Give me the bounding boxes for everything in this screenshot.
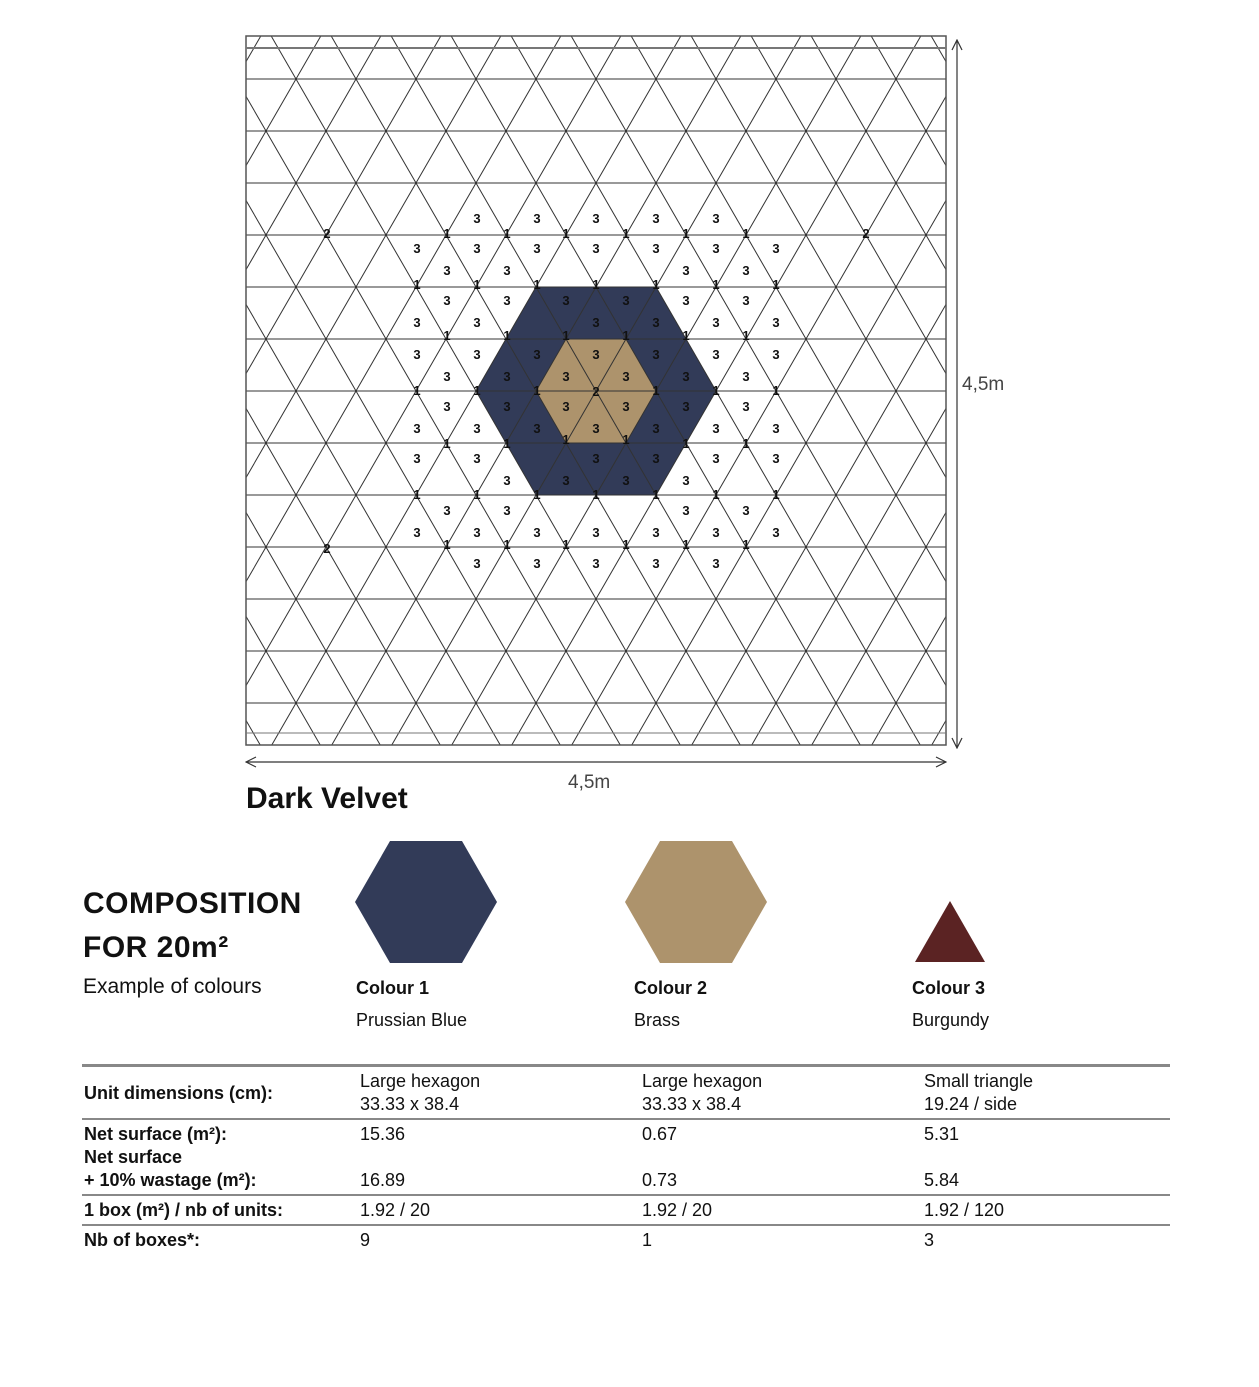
tile-label-3: 3 (712, 211, 720, 226)
net-surface-value: 0.67 (642, 1124, 678, 1144)
tile-label-1: 1 (592, 487, 600, 502)
hexagon-icon (354, 840, 498, 964)
tile-label-3: 3 (682, 263, 690, 278)
grid-line (991, 36, 1259, 745)
tile-label-3: 3 (413, 347, 421, 362)
tile-label-3: 3 (503, 263, 511, 278)
tile-label-3: 3 (772, 347, 780, 362)
wastage-label-line1: Net surface (84, 1147, 183, 1167)
tile-label-3: 3 (473, 451, 481, 466)
grid-line (0, 36, 20, 745)
tile-label-3: 3 (503, 369, 511, 384)
composition-title-line1: COMPOSITION (83, 887, 302, 920)
table-row (82, 1195, 1170, 1225)
tile-label-3: 3 (533, 347, 541, 362)
triangle-grid (0, 36, 1259, 745)
colour1-name: Prussian Blue (356, 1010, 468, 1030)
tile-label-3: 3 (652, 241, 660, 256)
tile-label-3: 3 (473, 315, 481, 330)
grid-line (1051, 36, 1259, 745)
tile-label-1: 1 (772, 383, 780, 398)
tile-label-1: 1 (413, 383, 421, 398)
tile-label-1: 1 (622, 328, 630, 343)
tile-label-1: 1 (622, 537, 630, 552)
tile-label-3: 3 (742, 399, 750, 414)
tile-label-1: 1 (562, 328, 570, 343)
tile-label-3: 3 (562, 293, 570, 308)
tile-label-2: 2 (323, 226, 331, 241)
tile-label-1: 1 (742, 226, 750, 241)
tile-label-3: 3 (533, 525, 541, 540)
tile-label-1: 1 (473, 487, 481, 502)
tile-label-1: 1 (592, 277, 600, 292)
tile-label-3: 3 (712, 241, 720, 256)
tile-label-3: 3 (742, 369, 750, 384)
tile-label-1: 1 (503, 226, 511, 241)
tile-label-3: 3 (712, 421, 720, 436)
tile-label-1: 1 (712, 383, 720, 398)
tile-label-3: 3 (742, 503, 750, 518)
colour1-heading: Colour 1 (356, 978, 430, 998)
tile-label-3: 3 (712, 556, 720, 571)
wastage-label-line2: + 10% wastage (m²): (84, 1170, 257, 1190)
tile-label-2: 2 (592, 384, 600, 399)
tile-label-3: 3 (443, 399, 451, 414)
table-row (82, 1119, 1170, 1195)
tile-label-3: 3 (652, 451, 660, 466)
grid-line (1111, 36, 1259, 745)
tile-label-3: 3 (562, 399, 570, 414)
tile-label-3: 3 (592, 241, 600, 256)
tile-label-3: 3 (533, 211, 541, 226)
table-cell: 1.92 / 120 (924, 1200, 1005, 1220)
tile-label-3: 3 (712, 347, 720, 362)
tile-label-1: 1 (473, 277, 481, 292)
tile-label-3: 3 (592, 211, 600, 226)
tile-label-3: 3 (652, 556, 660, 571)
composition-title-line2: FOR 20m² (83, 931, 229, 964)
width-label: 4,5m (568, 772, 611, 793)
grid-line (0, 36, 201, 745)
tile-label-3: 3 (772, 451, 780, 466)
tile-label-3: 3 (443, 263, 451, 278)
tile-label-1: 1 (772, 277, 780, 292)
tile-label-3: 3 (742, 293, 750, 308)
tile-label-3: 3 (712, 315, 720, 330)
table-cell: 9 (360, 1230, 371, 1250)
table-cell (640, 1119, 922, 1195)
cell-line: 33.33 x 38.4 (360, 1094, 460, 1114)
tile-label-3: 3 (622, 293, 630, 308)
grid-line (1232, 36, 1259, 745)
tile-label-3: 3 (503, 293, 511, 308)
triangle-icon (914, 900, 986, 964)
grid-line (1172, 36, 1259, 745)
composition-subtitle: Example of colours (83, 975, 262, 998)
table-cell (922, 1066, 1170, 1120)
tile-label-3: 3 (413, 421, 421, 436)
table-row (82, 1066, 1170, 1120)
wastage-value: 0.73 (642, 1170, 678, 1190)
tile-label-3: 3 (592, 525, 600, 540)
tile-label-1: 1 (443, 328, 451, 343)
tile-label-1: 1 (562, 432, 570, 447)
grid-line (0, 36, 261, 745)
grid-line (1052, 36, 1259, 745)
tile-label-3: 3 (652, 211, 660, 226)
tile-label-3: 3 (473, 211, 481, 226)
hexagon-icon (624, 840, 768, 964)
row-label (82, 1119, 358, 1195)
colour2-name: Brass (634, 1010, 681, 1030)
tile-label-3: 3 (592, 451, 600, 466)
tile-label-3: 3 (443, 369, 451, 384)
tile-label-3: 3 (533, 556, 541, 571)
tile-label-1: 1 (503, 328, 511, 343)
tile-label-1: 1 (562, 226, 570, 241)
row-label: Nb of boxes*: (84, 1230, 201, 1250)
tile-label-3: 3 (443, 503, 451, 518)
tile-label-3: 3 (503, 399, 511, 414)
tile-label-3: 3 (473, 347, 481, 362)
tile-label-3: 3 (652, 347, 660, 362)
tile-label-3: 3 (413, 315, 421, 330)
tile-label-3: 3 (503, 503, 511, 518)
table-cell: 1 (642, 1230, 653, 1250)
grid-line (0, 36, 21, 745)
grid-line (1231, 36, 1259, 745)
tile-label-1: 1 (682, 436, 690, 451)
table-row (82, 1225, 1170, 1254)
tile-label-1: 1 (712, 487, 720, 502)
tile-label-3: 3 (592, 421, 600, 436)
tile-label-1: 1 (413, 277, 421, 292)
tile-label-3: 3 (533, 241, 541, 256)
tile-label-3: 3 (682, 369, 690, 384)
tile-label-3: 3 (592, 556, 600, 571)
tile-label-3: 3 (742, 263, 750, 278)
cell-line: 33.33 x 38.4 (642, 1094, 742, 1114)
cell-line: Large hexagon (360, 1071, 481, 1091)
table-cell: 1.92 / 20 (360, 1200, 431, 1220)
tile-label-3: 3 (443, 293, 451, 308)
tile-label-3: 3 (473, 241, 481, 256)
row-label: Unit dimensions (cm): (84, 1082, 274, 1103)
row-label: 1 box (m²) / nb of units: (84, 1200, 283, 1220)
net-surface-value: 5.31 (924, 1124, 960, 1144)
tile-label-3: 3 (533, 421, 541, 436)
tile-label-1: 1 (742, 328, 750, 343)
tile-label-1: 1 (652, 487, 660, 502)
cell-line: Large hexagon (642, 1071, 763, 1091)
tile-label-3: 3 (772, 241, 780, 256)
tile-label-1: 1 (562, 537, 570, 552)
grid-line (992, 36, 1259, 745)
tile-label-3: 3 (622, 369, 630, 384)
tile-label-1: 1 (533, 277, 541, 292)
tile-label-3: 3 (473, 525, 481, 540)
net-surface-value: 15.36 (360, 1124, 406, 1144)
tile-label-1: 1 (533, 487, 541, 502)
wastage-value: 5.84 (924, 1170, 960, 1190)
grid-line (1171, 36, 1259, 745)
tile-label-1: 1 (682, 226, 690, 241)
tile-label-1: 1 (712, 277, 720, 292)
table-cell: 3 (924, 1230, 935, 1250)
tile-label-3: 3 (652, 525, 660, 540)
tile-label-3: 3 (473, 421, 481, 436)
tile-label-2: 2 (862, 226, 870, 241)
tile-label-3: 3 (413, 451, 421, 466)
tile-label-3: 3 (592, 347, 600, 362)
tile-label-3: 3 (503, 473, 511, 488)
net-surface-label: Net surface (m²): (84, 1124, 228, 1144)
tile-label-1: 1 (652, 383, 660, 398)
colour3-name: Burgundy (912, 1010, 990, 1030)
tile-label-3: 3 (712, 525, 720, 540)
grid-line (0, 36, 140, 745)
tile-label-3: 3 (562, 369, 570, 384)
tile-label-3: 3 (473, 556, 481, 571)
grid-line (0, 36, 80, 745)
cell-line: Small triangle (924, 1071, 1034, 1091)
tile-label-3: 3 (712, 451, 720, 466)
grid-line (0, 36, 200, 745)
tile-label-3: 3 (562, 473, 570, 488)
tile-label-1: 1 (443, 436, 451, 451)
table-cell (358, 1119, 640, 1195)
tile-label-1: 1 (413, 487, 421, 502)
tile-label-3: 3 (682, 473, 690, 488)
table-cell (640, 1066, 922, 1120)
tile-label-3: 3 (592, 315, 600, 330)
tile-label-1: 1 (533, 383, 541, 398)
tile-label-3: 3 (682, 399, 690, 414)
height-label: 4,5m (962, 374, 1005, 395)
tile-label-3: 3 (622, 399, 630, 414)
grid-line (0, 36, 260, 745)
tile-label-1: 1 (742, 436, 750, 451)
tile-label-3: 3 (682, 503, 690, 518)
grid-line (0, 36, 81, 745)
tile-label-3: 3 (772, 525, 780, 540)
table-cell (358, 1066, 640, 1120)
grid-line (0, 36, 141, 745)
colour2-heading: Colour 2 (634, 978, 708, 998)
tile-label-3: 3 (682, 293, 690, 308)
tile-label-1: 1 (682, 328, 690, 343)
wastage-value: 16.89 (360, 1170, 406, 1190)
tile-label-3: 3 (413, 241, 421, 256)
tile-label-1: 1 (503, 436, 511, 451)
tile-label-2: 2 (323, 541, 331, 556)
tile-label-3: 3 (652, 421, 660, 436)
tile-label-1: 1 (622, 226, 630, 241)
pattern-name: Dark Velvet (246, 782, 408, 815)
tile-label-1: 1 (742, 537, 750, 552)
tile-label-3: 3 (652, 315, 660, 330)
composition-table (82, 1064, 1170, 1254)
table-cell: 1.92 / 20 (642, 1200, 713, 1220)
tile-label-3: 3 (772, 421, 780, 436)
cell-line: 19.24 / side (924, 1094, 1018, 1114)
tile-label-1: 1 (473, 383, 481, 398)
tile-label-3: 3 (772, 315, 780, 330)
tile-label-3: 3 (622, 473, 630, 488)
colour3-heading: Colour 3 (912, 978, 986, 998)
composition-title (83, 882, 302, 970)
tile-label-1: 1 (652, 277, 660, 292)
grid-line (1112, 36, 1259, 745)
tile-label-1: 1 (443, 537, 451, 552)
tile-label-3: 3 (413, 525, 421, 540)
table-cell (922, 1119, 1170, 1195)
tile-label-1: 1 (443, 226, 451, 241)
tile-label-1: 1 (682, 537, 690, 552)
tile-label-1: 1 (503, 537, 511, 552)
tile-label-1: 1 (622, 432, 630, 447)
tile-label-1: 1 (772, 487, 780, 502)
